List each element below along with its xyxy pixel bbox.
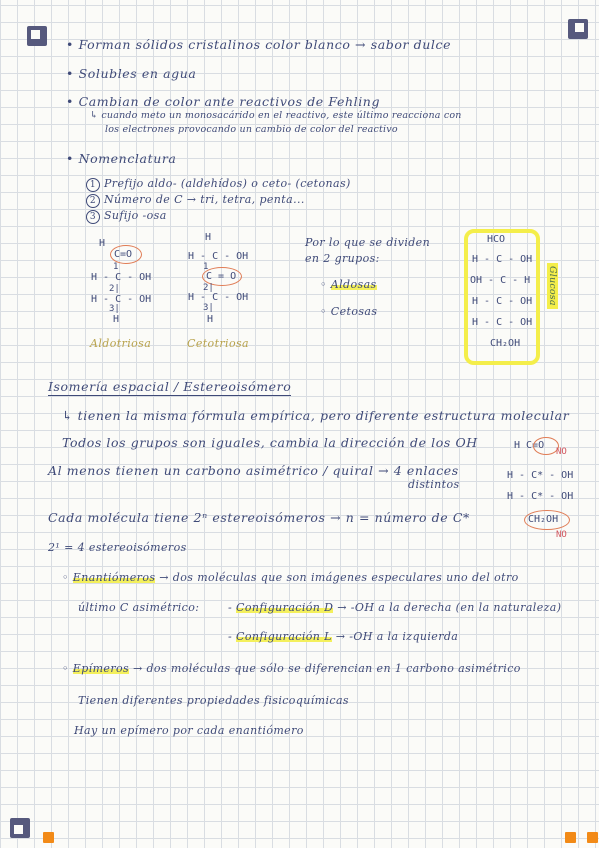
- estereo-line: H - C* - OH: [507, 470, 574, 481]
- epimeros-def: → dos moléculas que sólo se diferencian en 1 carbono asimétrico: [132, 662, 521, 675]
- cetotriosa-label: Cetotriosa: [187, 337, 249, 350]
- glucosa-line: CH₂OH: [490, 338, 521, 349]
- nomenclatura-title: Nomenclatura: [78, 151, 177, 166]
- aldosas-text: Aldosas: [330, 278, 377, 291]
- enantiomeros-def: → dos moléculas que son imágenes especulares uno del otro: [159, 571, 519, 584]
- epimeros-line-3: Hay un epímero por cada enantiómero: [74, 724, 304, 737]
- nomenclatura-item-1: [86, 177, 351, 192]
- glucosa-label: Glucosa: [547, 263, 558, 309]
- config-d-rest: → -OH a la derecha (en la naturaleza): [337, 601, 562, 614]
- aldo-line: 3|: [109, 304, 120, 314]
- enantiomeros-line: ◦ Enantiómeros → dos moléculas que son imágenes especulares uno del otro: [62, 571, 519, 584]
- item-text: Sufijo -osa: [104, 209, 167, 222]
- isomeria-line-2: Todos los grupos son iguales, cambia la dirección de los OH: [62, 435, 478, 450]
- ceto-line: C = O: [206, 271, 237, 282]
- estereo-no-1: NO: [556, 447, 567, 457]
- ceto-line: H - C - OH: [188, 251, 249, 262]
- grupos-intro-1: Por lo que se dividen: [305, 236, 431, 249]
- grupos-intro-2: en 2 grupos:: [305, 252, 380, 265]
- item-text: Número de C → tri, tetra, penta...: [104, 193, 305, 206]
- orange-square-bottom-left: [43, 832, 54, 843]
- estereo-line: CH₂OH: [528, 514, 559, 525]
- isomeria-line-3: Al menos tienen un carbono asimétrico / quiral → 4 enlaces: [48, 463, 459, 478]
- item-number: 1: [86, 178, 100, 192]
- nomenclatura-heading: • Nomenclatura: [66, 151, 177, 166]
- glucosa-line: OH - C - H: [470, 275, 531, 286]
- epimeros-line-2: Tienen diferentes propiedades fisicoquímicas: [78, 694, 349, 707]
- aldo-line: 1: [113, 262, 119, 272]
- estereo-line: H C=O: [514, 440, 545, 451]
- glucosa-line: H - C - OH: [472, 317, 533, 328]
- bullet-text: Solubles en agua: [78, 66, 197, 81]
- nomenclatura-item-3: [86, 209, 167, 224]
- bullet-line-2: • Solubles en agua: [66, 66, 197, 81]
- enantiomeros-ultimo: último C asimétrico:: [78, 601, 200, 614]
- glucosa-line: HCO: [487, 234, 506, 245]
- corner-mark-bottom-left: [10, 818, 30, 838]
- aldo-line: H: [99, 238, 106, 249]
- bullet-line-3: • Cambian de color ante reactivos de Fehling: [66, 94, 381, 109]
- item-number: 3: [86, 210, 100, 224]
- config-d-label: Configuración D: [236, 601, 334, 614]
- item-text: Prefijo aldo- (aldehídos) o ceto- (cetonas): [104, 177, 351, 190]
- ceto-line: H: [207, 314, 214, 325]
- config-l-rest: → -OH a la izquierda: [335, 630, 459, 643]
- config-l-line: - Configuración L → -OH a la izquierda: [228, 630, 459, 643]
- cetosas-text: Cetosas: [330, 305, 378, 318]
- isomeria-line-3b: distintos: [408, 478, 460, 491]
- grupo-cetosas: ◦ Cetosas: [320, 305, 378, 318]
- aldo-line: H - C - OH: [91, 294, 152, 305]
- aldo-line: H: [113, 314, 120, 325]
- orange-square-bottom-right: [565, 832, 576, 843]
- isomeria-line-5: 2¹ = 4 estereoisómeros: [48, 541, 187, 554]
- aldo-line: 2|: [109, 284, 120, 294]
- orange-square-bottom-right-2: [587, 832, 598, 843]
- estereo-no-2: NO: [556, 530, 567, 540]
- ceto-line: H: [205, 232, 212, 243]
- aldotriosa-label: Aldotriosa: [90, 337, 152, 350]
- isomeria-heading: Isomería espacial / Estereoisómero: [48, 379, 292, 394]
- glucosa-line: H - C - OH: [472, 296, 533, 307]
- ceto-line: 1: [203, 262, 209, 272]
- bullet-line-1: • Forman sólidos cristalinos color blanco → sabor dulce: [66, 37, 452, 52]
- aldo-line: C=O: [114, 249, 133, 260]
- grupo-aldosas: ◦ Aldosas: [320, 278, 377, 291]
- ceto-line: H - C - OH: [188, 292, 249, 303]
- config-d-line: - Configuración D → -OH a la derecha (en la naturaleza): [228, 601, 562, 614]
- bullet-text: Forman sólidos cristalinos color blanco → sabor dulce: [78, 37, 452, 52]
- fehling-note-line-2: los electrones provocando un cambio de color del reactivo: [105, 124, 398, 135]
- bullet-text: Cambian de color ante reactivos de Fehling: [78, 94, 381, 109]
- epimeros-line: ◦ Epímeros → dos moléculas que sólo se diferencian en 1 carbono asimétrico: [62, 662, 521, 675]
- corner-mark-top-right: [568, 19, 588, 39]
- nomenclatura-item-2: [86, 193, 305, 208]
- corner-mark-top-left: [27, 26, 47, 46]
- config-l-label: Configuración L: [236, 630, 332, 643]
- ceto-line: 2|: [203, 283, 214, 293]
- item-number: 2: [86, 194, 100, 208]
- isomeria-line-1: ↳ tienen la misma fórmula empírica, pero diferente estructura molecular: [62, 408, 570, 423]
- enantiomeros-title: Enantiómeros: [72, 571, 156, 584]
- isomeria-line-4: Cada molécula tiene 2ⁿ estereoisómeros → n = número de C*: [48, 510, 470, 525]
- estereo-line: H - C* - OH: [507, 491, 574, 502]
- epimeros-title: Epímeros: [72, 662, 130, 675]
- fehling-note-line-1: ↳ cuando meto un monosacárido en el reactivo, este último reacciona con: [90, 110, 462, 121]
- ceto-line: 3|: [203, 303, 214, 313]
- estereo-ch2oh-circle: [524, 510, 570, 530]
- aldo-line: H - C - OH: [91, 272, 152, 283]
- glucosa-line: H - C - OH: [472, 254, 533, 265]
